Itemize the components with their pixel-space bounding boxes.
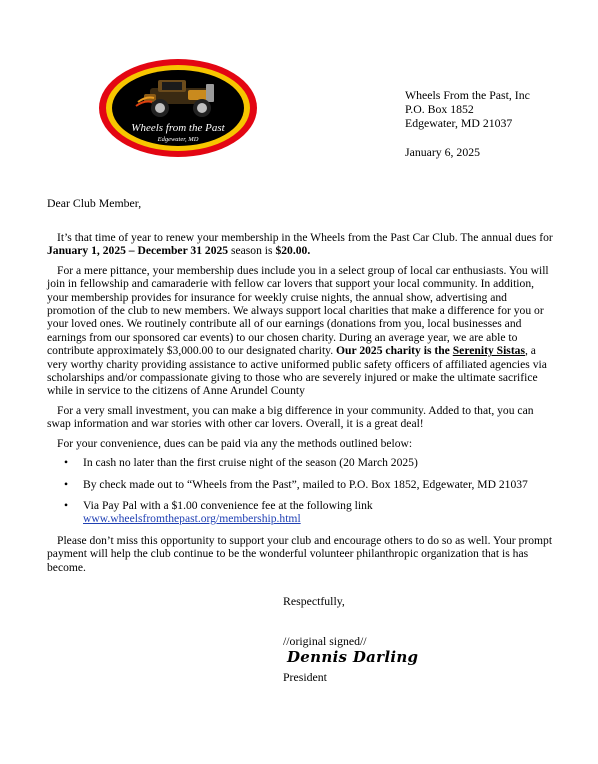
paragraph-closing: Please don’t miss this opportunity to support your club and encourage others to do so as well. Your prompt payment will help the club continue to be the wonderful volunteer philanthropic organization that is has become. bbox=[47, 533, 553, 574]
charity-name: Serenity Sistas bbox=[452, 344, 525, 358]
paragraph-dues: It’s that time of year to renew your membership in the Wheels from the Past Car Club. The annual dues for January 1, 2025 – December 31 2025 season is $20.00. bbox=[47, 231, 553, 258]
paragraph-payment-intro: For your convenience, dues can be paid via any the methods outlined below: bbox=[57, 436, 413, 450]
signer-title: President bbox=[283, 670, 327, 684]
logo-location: Edgewater, MD bbox=[157, 136, 199, 143]
letter-date: January 6, 2025 bbox=[405, 145, 481, 159]
paragraph-investment: For a very small investment, you can make a big difference in your community. Added to that, you can swap information and war stories with other car lovers. Overall, it is a great deal! bbox=[47, 403, 534, 431]
membership-link[interactable]: www.wheelsfromthepast.org/membership.html bbox=[83, 512, 301, 526]
sender-city: Edgewater, MD 21037 bbox=[405, 116, 513, 130]
salutation: Dear Club Member, bbox=[47, 196, 142, 210]
paragraph-benefits: For a mere pittance, your membership dues include you in a select group of local car enthusiasts. You will join in fellowship and camaraderie with fellow car lovers that support your local community. In addition, your membership provides for insurance for weekly cruise nights, the annual show, advertising and promotion of the club to new members. We always support local charities that make a difference for you or your loved ones. We routinely contribute all of our earnings (donations from you, local businesses and earnings from our sponsored car events) to our chosen charity. During an average year, we are able to contribute approximately $3,000.00 to our designated charity. Our 2025 charity is the Serenity Sistas, a very worthy charity providing assistance to active uniformed public safety officers of affiliated agencies via scholarships and/or compassionate giving to those who are severely injured or make the ultimate sacrifice while in service to the citizens of Anne Arundel County bbox=[47, 263, 549, 398]
sender-org: Wheels From the Past, Inc bbox=[405, 88, 530, 102]
list-item-paypal: • Via Pay Pal with a $1.00 convenience fee at the following link www.wheelsfromthepast.org/membership.html bbox=[47, 499, 553, 526]
club-logo bbox=[98, 58, 258, 158]
sender-po-box: P.O. Box 1852 bbox=[405, 102, 474, 116]
original-signed-note: //original signed// bbox=[283, 634, 367, 648]
sender-address bbox=[405, 88, 530, 159]
signature: Dennis Darling bbox=[287, 648, 419, 666]
list-item-check: • By check made out to “Wheels from the Past”, mailed to P.O. Box 1852, Edgewater, MD 21037 bbox=[47, 478, 553, 491]
list-item-cash: • In cash no later than the first cruise night of the season (20 March 2025) bbox=[47, 456, 553, 469]
logo-title: Wheels from the Past bbox=[131, 122, 225, 134]
letter-body bbox=[47, 231, 553, 580]
payment-methods-list bbox=[47, 456, 553, 526]
closing: Respectfully, bbox=[283, 594, 345, 608]
